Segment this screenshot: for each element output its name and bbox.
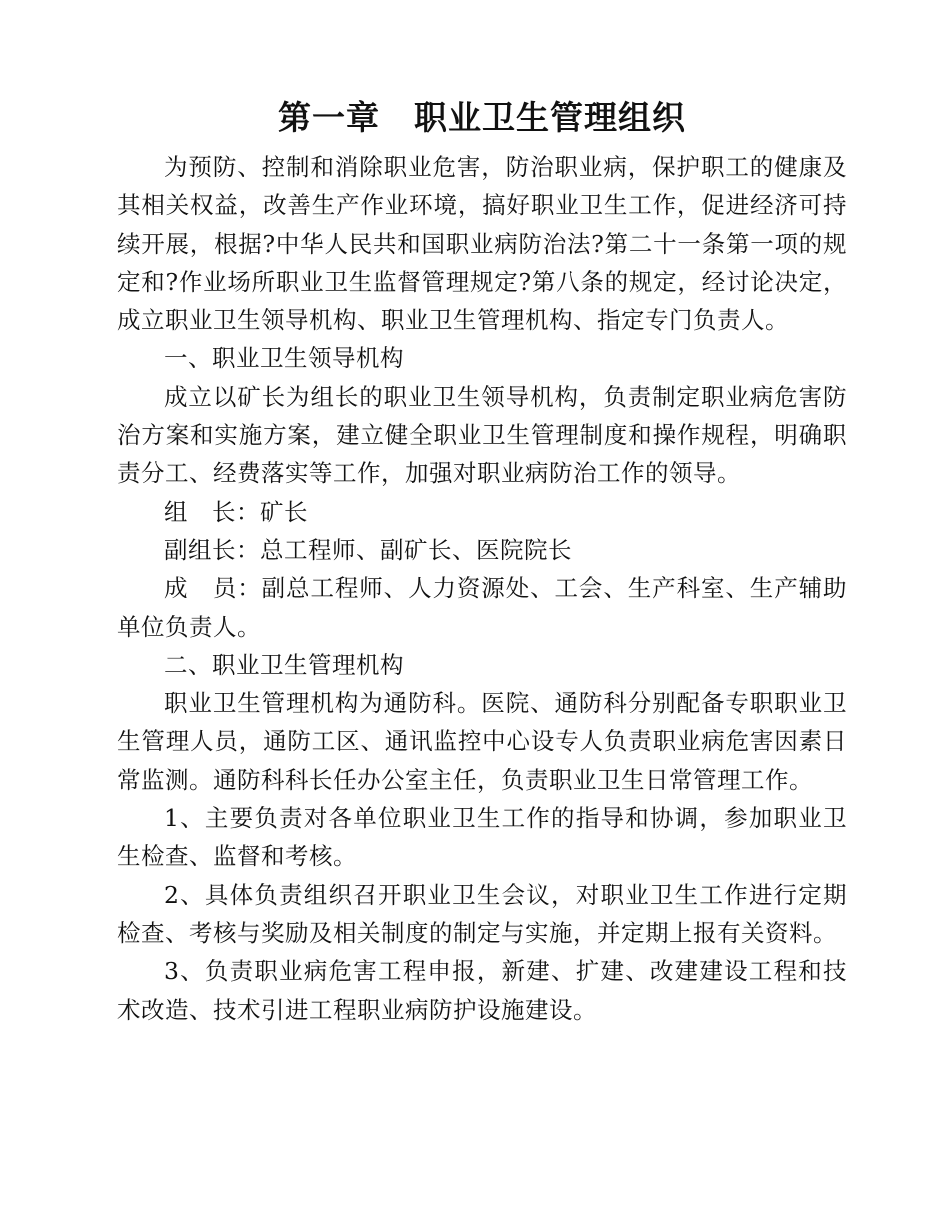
- leader-label: 组 长：: [164, 497, 260, 526]
- chapter-title: 第一章 职业卫生管理组织: [278, 98, 686, 137]
- duty-item-3: 3、负责职业病危害工程申报，新建、扩建、改建建设工程和技术改造、技术引进工程职业病防护设施建设。: [117, 957, 847, 1024]
- leader-line: [117, 493, 847, 531]
- deputy-value: 总工程师、副矿长、医院院长: [260, 535, 572, 564]
- members-line: [117, 569, 847, 646]
- section-heading-leadership: 一、职业卫生领导机构: [164, 344, 404, 373]
- intro-paragraph: 为预防、控制和消除职业危害，防治职业病，保护职工的健康及其相关权益，改善生产作业环境，搞好职业卫生工作，促进经济可持续开展，根据?中华人民共和国职业病防治法?第二十一条第一项的规定和?作业场所职业卫生监督管理规定?第八条的规定，经讨论决定，成立职业卫生领导机构、职业卫生管理机构、指定专门负责人。: [117, 153, 847, 335]
- document-content: [117, 96, 847, 1029]
- section-heading-management: 二、职业卫生管理机构: [164, 650, 404, 679]
- duty-item-2: 2、具体负责组织召开职业卫生会议，对职业卫生工作进行定期检查、考核与奖励及相关制度的制定与实施，并定期上报有关资料。: [117, 880, 847, 947]
- members-value: 副总工程师、人力资源处、工会、生产科室、生产辅助单位负责人。: [117, 574, 848, 641]
- leader-value: 矿长: [260, 497, 308, 526]
- leadership-paragraph: 成立以矿长为组长的职业卫生领导机构，负责制定职业病危害防治方案和实施方案，建立健全职业卫生管理制度和操作规程，明确职责分工、经费落实等工作，加强对职业病防治工作的领导。: [117, 382, 847, 488]
- deputy-line: [117, 531, 847, 569]
- management-paragraph: 职业卫生管理机构为通防科。医院、通防科分别配备专职职业卫生管理人员，通防工区、通讯监控中心设专人负责职业病危害因素日常监测。通防科科长任办公室主任，负责职业卫生日常管理工作。: [117, 689, 847, 794]
- members-label: 成 员：: [164, 574, 262, 603]
- duty-item-1: 1、主要负责对各单位职业卫生工作的指导和协调，参加职业卫生检查、监督和考核。: [117, 804, 847, 871]
- deputy-label: 副组长：: [164, 535, 260, 564]
